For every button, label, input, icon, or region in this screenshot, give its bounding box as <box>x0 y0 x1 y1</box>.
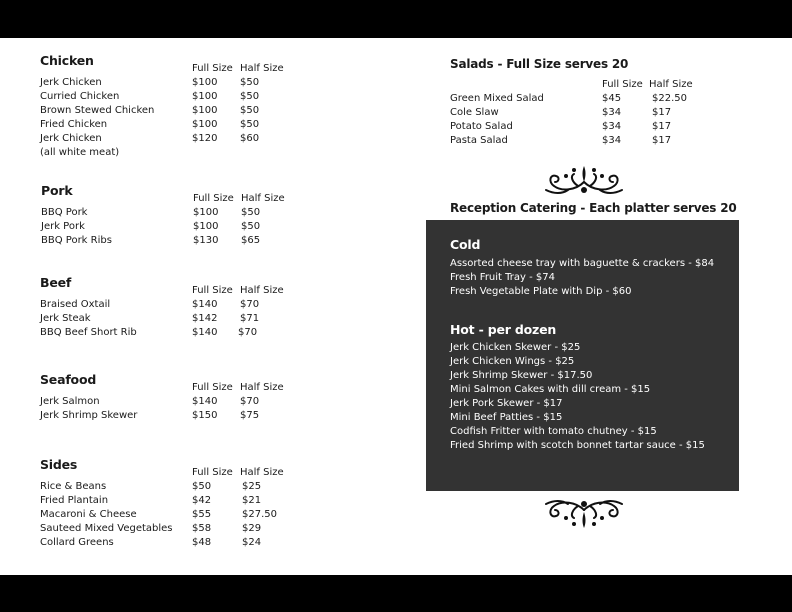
hot-item: Jerk Pork Skewer - $17 <box>450 398 563 409</box>
half-price: $70 <box>240 299 260 310</box>
item-name: Jerk Salmon <box>40 396 100 407</box>
half-price: $50 <box>240 105 260 116</box>
menu-row <box>40 77 300 91</box>
menu-row <box>40 133 300 147</box>
item-name: Cole Slaw <box>450 107 499 118</box>
full-size-header: Full Size <box>192 285 233 296</box>
full-price: $140 <box>192 299 218 310</box>
item-note: (all white meat) <box>40 147 120 158</box>
half-price: $22.50 <box>652 93 687 104</box>
full-price: $34 <box>602 107 622 118</box>
full-size-header: Full Size <box>192 382 233 393</box>
menu-row <box>40 481 300 495</box>
half-price: $50 <box>240 77 260 88</box>
cold-item: Fresh Fruit Tray - $74 <box>450 272 555 283</box>
item-name: BBQ Beef Short Rib <box>40 327 137 338</box>
menu-row <box>40 313 300 327</box>
menu-row <box>40 327 300 341</box>
half-price: $65 <box>241 235 261 246</box>
section-title: Chicken <box>40 53 94 68</box>
half-price: $27.50 <box>242 509 277 520</box>
menu-row <box>40 91 300 105</box>
menu-row <box>41 235 301 249</box>
item-name: BBQ Pork <box>41 207 88 218</box>
menu-row <box>40 537 300 551</box>
item-name: Jerk Chicken <box>40 133 102 144</box>
full-price: $100 <box>193 221 219 232</box>
item-name: Jerk Chicken <box>40 77 102 88</box>
full-price: $140 <box>192 396 218 407</box>
menu-row <box>41 221 301 235</box>
hot-title: Hot - per dozen <box>450 322 557 337</box>
menu-row <box>40 119 300 133</box>
half-price: $17 <box>652 135 672 146</box>
item-name: Macaroni & Cheese <box>40 509 137 520</box>
item-name: Green Mixed Salad <box>450 93 544 104</box>
item-name: Curried Chicken <box>40 91 120 102</box>
half-price: $60 <box>240 133 260 144</box>
full-price: $34 <box>602 135 622 146</box>
half-price: $50 <box>241 207 261 218</box>
half-size-header: Half Size <box>240 467 284 478</box>
half-price: $17 <box>652 121 672 132</box>
section-title: Beef <box>40 275 72 290</box>
hot-item: Mini Beef Patties - $15 <box>450 412 563 423</box>
full-price: $142 <box>192 313 218 324</box>
half-size-header: Half Size <box>649 79 693 90</box>
reception-catering-title: Reception Catering - Each platter serves 20 <box>450 201 737 215</box>
cold-title: Cold <box>450 237 481 252</box>
item-name: Brown Stewed Chicken <box>40 105 155 116</box>
full-price: $45 <box>602 93 622 104</box>
section-title: Seafood <box>40 372 97 387</box>
full-price: $130 <box>193 235 219 246</box>
cold-item: Fresh Vegetable Plate with Dip - $60 <box>450 286 632 297</box>
full-price: $100 <box>192 91 218 102</box>
half-price: $71 <box>240 313 260 324</box>
hot-item: Jerk Shrimp Skewer - $17.50 <box>450 370 593 381</box>
top-bar <box>0 0 792 38</box>
full-size-header: Full Size <box>192 467 233 478</box>
menu-row <box>40 105 300 119</box>
item-name: BBQ Pork Ribs <box>41 235 112 246</box>
half-price: $17 <box>652 107 672 118</box>
full-size-header: Full Size <box>192 63 233 74</box>
half-size-header: Half Size <box>240 285 284 296</box>
item-name: Potato Salad <box>450 121 513 132</box>
section-title: Pork <box>41 183 73 198</box>
full-size-header: Full Size <box>602 79 643 90</box>
bottom-bar <box>0 575 792 612</box>
item-name: Jerk Shrimp Skewer <box>40 410 138 421</box>
item-name: Jerk Steak <box>40 313 91 324</box>
menu-row <box>450 93 710 107</box>
half-price: $25 <box>242 481 262 492</box>
menu-row <box>41 207 301 221</box>
full-price: $50 <box>192 481 212 492</box>
full-price: $48 <box>192 537 212 548</box>
hot-item: Mini Salmon Cakes with dill cream - $15 <box>450 384 651 395</box>
half-size-header: Half Size <box>241 193 285 204</box>
menu-row <box>450 135 710 149</box>
full-price: $120 <box>192 133 218 144</box>
hot-item: Fried Shrimp with scotch bonnet tartar sauce - $15 <box>450 440 705 451</box>
full-price: $150 <box>192 410 218 421</box>
full-price: $55 <box>192 509 212 520</box>
full-price: $100 <box>193 207 219 218</box>
full-price: $140 <box>192 327 218 338</box>
item-name: Jerk Pork <box>41 221 85 232</box>
flourish-ornament-bottom <box>544 496 624 530</box>
half-size-header: Half Size <box>240 382 284 393</box>
half-size-header: Half Size <box>240 63 284 74</box>
full-price: $100 <box>192 119 218 130</box>
item-name: Rice & Beans <box>40 481 107 492</box>
section-title: Sides <box>40 457 78 472</box>
item-name: Collard Greens <box>40 537 114 548</box>
item-name: Braised Oxtail <box>40 299 111 310</box>
full-price: $42 <box>192 495 212 506</box>
menu-row <box>40 509 300 523</box>
full-price: $100 <box>192 77 218 88</box>
half-price: $29 <box>242 523 262 534</box>
flourish-ornament-top <box>544 164 624 198</box>
cold-item: Assorted cheese tray with baguette & crackers - $84 <box>450 258 715 269</box>
item-name: Fried Chicken <box>40 119 108 130</box>
menu-row <box>450 107 710 121</box>
half-price: $75 <box>240 410 260 421</box>
hot-item: Jerk Chicken Wings - $25 <box>450 356 575 367</box>
full-price: $58 <box>192 523 212 534</box>
menu-row <box>40 396 300 410</box>
menu-row <box>40 523 300 537</box>
full-price: $100 <box>192 105 218 116</box>
half-price: $50 <box>240 91 260 102</box>
full-size-header: Full Size <box>193 193 234 204</box>
reception-catering-panel <box>426 220 739 491</box>
menu-row <box>40 495 300 509</box>
full-price: $34 <box>602 121 622 132</box>
menu-row <box>40 410 300 424</box>
menu-row <box>40 299 300 313</box>
hot-item: Jerk Chicken Skewer - $25 <box>450 342 581 353</box>
section-title: Salads - Full Size serves 20 <box>450 57 629 71</box>
half-price: $50 <box>241 221 261 232</box>
hot-item: Codfish Fritter with tomato chutney - $15 <box>450 426 657 437</box>
half-price: $21 <box>242 495 262 506</box>
half-price: $70 <box>238 327 258 338</box>
half-price: $70 <box>240 396 260 407</box>
item-name: Pasta Salad <box>450 135 508 146</box>
item-name: Sauteed Mixed Vegetables <box>40 523 173 534</box>
half-price: $24 <box>242 537 262 548</box>
half-price: $50 <box>240 119 260 130</box>
menu-row <box>450 121 710 135</box>
item-name: Fried Plantain <box>40 495 109 506</box>
